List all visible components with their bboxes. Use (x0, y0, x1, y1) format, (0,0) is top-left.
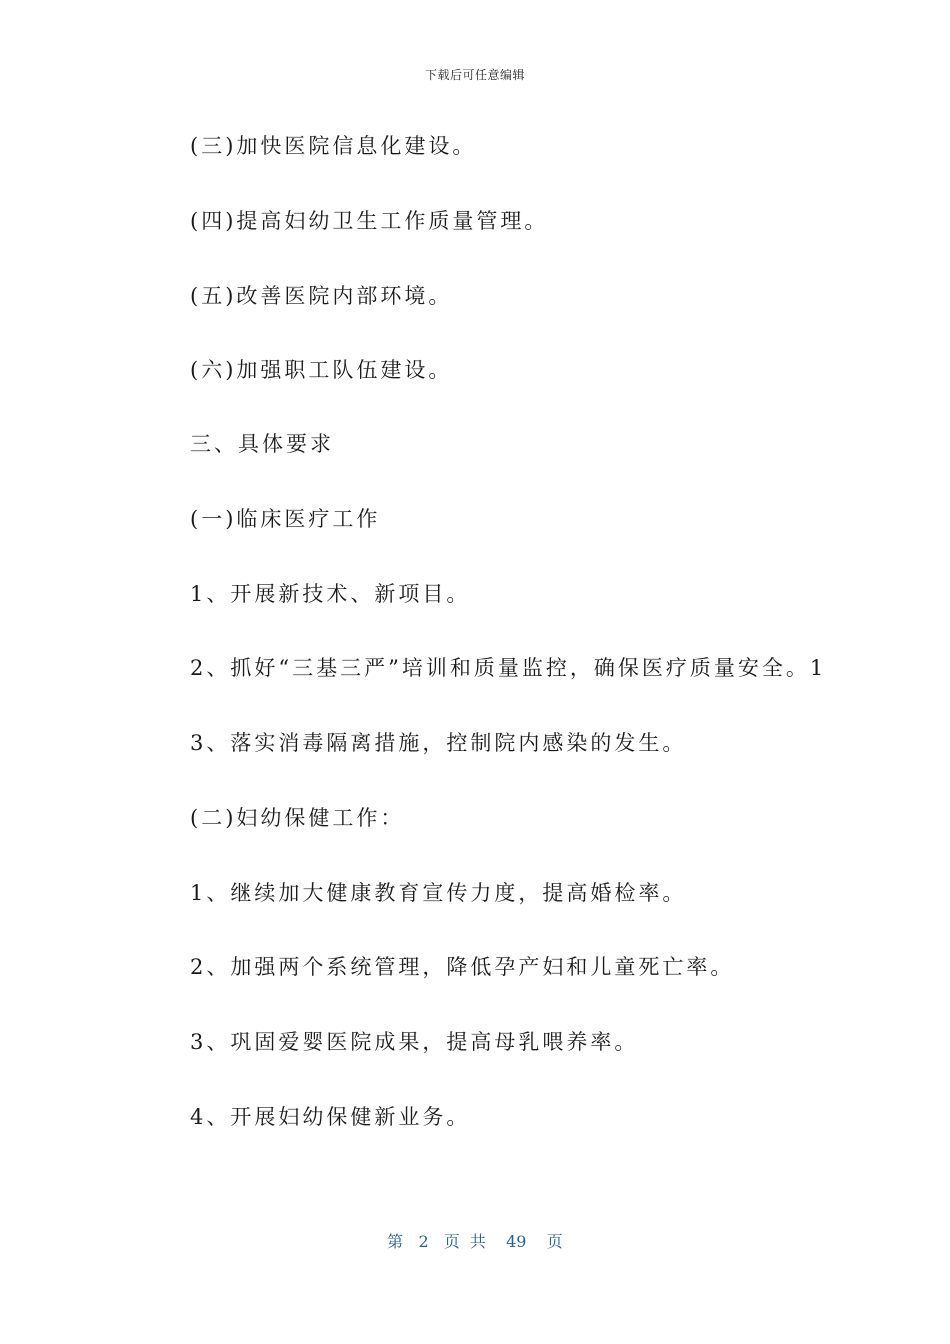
page-footer (0, 1229, 950, 1252)
total-pages-number: 49 (506, 1232, 527, 1251)
list-item: (五)改善医院内部环境。 (190, 284, 453, 308)
list-item: 3、巩固爱婴医院成果，提高母乳喂养率。 (190, 1030, 639, 1054)
list-item: 2、抓好“三基三严”培训和质量监控，确保医疗质量安全。1 (190, 656, 827, 680)
list-item: 1、开展新技术、新项目。 (190, 582, 471, 606)
list-item: 3、落实消毒隔离措施，控制院内感染的发生。 (190, 731, 687, 755)
page-label-suffix: 页 (546, 1232, 563, 1251)
current-page-number: 2 (418, 1232, 429, 1251)
section-heading: 三、具体要求 (190, 432, 334, 456)
subsection-heading: (一)临床医疗工作 (190, 507, 381, 531)
list-item: 2、加强两个系统管理，降低孕产妇和儿童死亡率。 (190, 955, 735, 979)
list-item: 1、继续加大健康教育宣传力度，提高婚检率。 (190, 881, 687, 905)
page-label-mid: 页共 (443, 1232, 496, 1251)
list-item: (六)加强职工队伍建设。 (190, 358, 453, 382)
header-note: 下载后可任意编辑 (424, 68, 525, 82)
subsection-heading: (二)妇幼保健工作： (190, 806, 405, 830)
list-item: 4、开展妇幼保健新业务。 (190, 1105, 471, 1129)
list-item: (三)加快医院信息化建设。 (190, 134, 477, 158)
list-item: (四)提高妇幼卫生工作质量管理。 (190, 209, 549, 233)
page-label-prefix: 第 (387, 1232, 404, 1251)
